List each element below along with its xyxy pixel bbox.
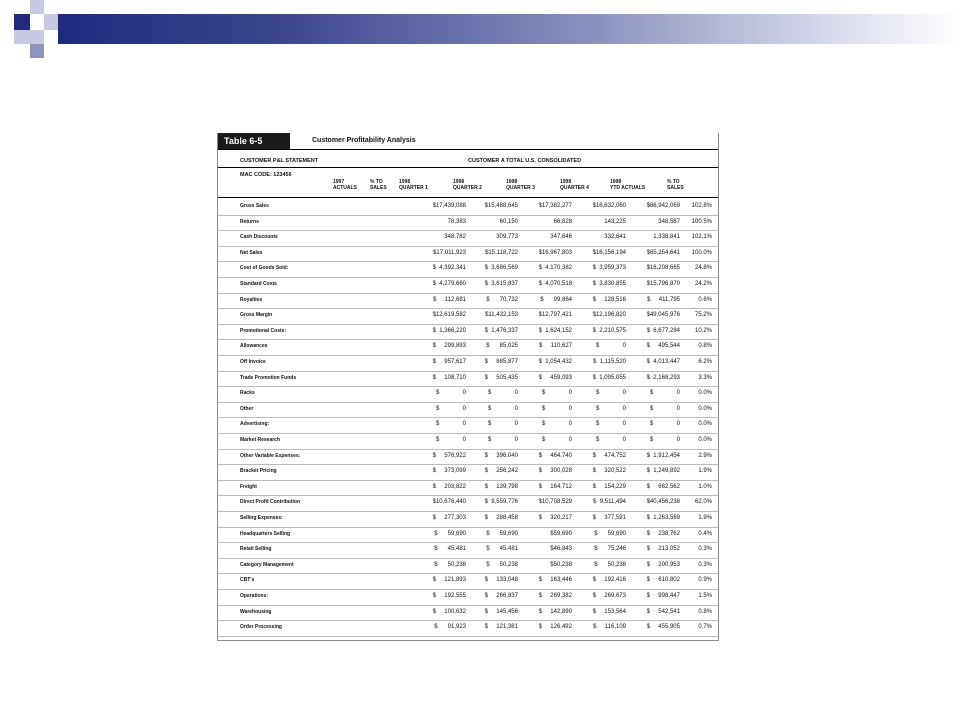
cell-ytd: $ 542,541 xyxy=(646,608,680,615)
cell-q3: $ 0 xyxy=(541,405,572,412)
cell-q1: $ 0 xyxy=(435,437,466,443)
cell-q3: $59,690 xyxy=(550,530,572,537)
cell-q1: $ 50,238 xyxy=(434,561,466,568)
row-label: Operations: xyxy=(240,593,269,599)
table-row xyxy=(218,371,718,388)
cell-q3: $ 0 xyxy=(541,421,572,428)
column-header-1997-actuals: 1997 ACTUALS xyxy=(333,179,357,191)
cell-q1: $10,676,440 xyxy=(432,499,466,506)
cell-q1: $ 957,617 xyxy=(432,359,466,365)
cell-q4: $ 320,522 xyxy=(592,468,626,475)
row-label: Selling Expenses: xyxy=(240,515,283,521)
cell-pct: 0.3% xyxy=(698,546,712,553)
header-square-light xyxy=(44,14,58,30)
row-label: Standard Costs xyxy=(240,281,277,287)
cell-q4: $12,196,820 xyxy=(592,312,626,319)
cell-q2: $ 0 xyxy=(487,390,518,397)
cell-q2: $15,488,645 xyxy=(484,203,518,209)
cell-q2: $ 396,040 xyxy=(484,452,518,459)
cell-q3: $17,382,277 xyxy=(538,203,572,209)
table-row xyxy=(218,480,718,497)
cell-ytd: 1,338,841 xyxy=(653,234,680,241)
cell-q3: $ 163,446 xyxy=(538,577,572,584)
cell-q3: $ 0 xyxy=(541,437,572,443)
row-label: Cash Discounts xyxy=(240,234,278,241)
column-header-ytd: 1998 YTD ACTUALS xyxy=(610,179,646,191)
row-label: CBT's xyxy=(240,577,255,584)
cell-pct: 0.0% xyxy=(698,390,712,397)
cell-pct: 1.9% xyxy=(698,515,712,521)
cell-q3: $46,843 xyxy=(550,546,572,553)
cell-ytd: $ 200,953 xyxy=(646,561,680,568)
table-row xyxy=(218,542,718,559)
table-title-row xyxy=(218,133,718,150)
cell-ytd: $ 2,168,293 xyxy=(646,374,680,381)
cell-pct: 1.9% xyxy=(698,468,712,475)
cell-q4: $ 128,518 xyxy=(592,296,626,303)
cell-ytd: $66,942,069 xyxy=(646,203,680,209)
cell-ytd: $ 0 xyxy=(649,421,680,428)
cell-q1: $ 4,279,660 xyxy=(432,281,466,287)
cell-q1: $ 108,710 xyxy=(432,374,466,381)
table-row xyxy=(218,449,718,466)
cell-pct: 102.1% xyxy=(691,234,712,241)
mac-code: MAC CODE: 123456 xyxy=(240,172,292,178)
cell-q1: $ 299,893 xyxy=(432,343,466,350)
cell-q1: 348,782 xyxy=(444,234,466,241)
cell-q1: $ 0 xyxy=(435,405,466,412)
table-row xyxy=(218,620,718,637)
header-square-light xyxy=(14,30,30,44)
cell-q1: $ 277,303 xyxy=(432,515,466,521)
cell-q4: $ 9,511,494 xyxy=(593,499,626,506)
cell-q3: $50,238 xyxy=(550,561,572,568)
cell-q2: $ 1,476,337 xyxy=(484,327,518,334)
cell-ytd: $ 4,013,447 xyxy=(646,359,680,365)
cell-q3: $ 269,382 xyxy=(538,593,572,599)
header-square-dark xyxy=(14,14,30,30)
cell-pct: 0.3% xyxy=(698,561,712,568)
cell-q4: $ 192,416 xyxy=(592,577,626,584)
row-label: Freight xyxy=(240,483,257,490)
cell-q3: $16,967,803 xyxy=(538,249,572,256)
cell-q4: $ 377,591 xyxy=(592,515,626,521)
cell-q4: $ 0 xyxy=(595,405,626,412)
cell-q1: $ 203,822 xyxy=(432,483,466,490)
cell-ytd: $ 662,562 xyxy=(646,483,680,490)
section-header-row xyxy=(218,155,718,168)
header-square-light xyxy=(30,0,44,14)
cell-q4: $ 154,229 xyxy=(592,483,626,490)
row-label: Allowances xyxy=(240,343,268,350)
cell-q3: $ 4,070,518 xyxy=(538,281,572,287)
cell-q2: $ 121,381 xyxy=(484,624,518,631)
cell-pct: 0.4% xyxy=(698,530,712,537)
table-row xyxy=(218,215,718,232)
cell-ytd: $15,796,870 xyxy=(646,281,680,287)
table-row xyxy=(218,339,718,356)
table-row xyxy=(218,261,718,278)
cell-q2: $ 85,025 xyxy=(486,343,518,350)
cell-q4: $16,632,060 xyxy=(592,203,626,209)
header-square-mid xyxy=(30,44,44,58)
cell-q2: $ 145,456 xyxy=(484,608,518,615)
table-row xyxy=(218,573,718,590)
cell-pct: 100.0% xyxy=(691,249,712,256)
table-row xyxy=(218,511,718,528)
cell-q4: 143,225 xyxy=(604,218,626,225)
cell-ytd: $ 0 xyxy=(649,437,680,443)
cell-ytd: $ 238,762 xyxy=(646,530,680,537)
column-header-q1: 1998 QUARTER 1 xyxy=(399,179,428,191)
cell-q3: $ 300,028 xyxy=(538,468,572,475)
cell-pct: 0.7% xyxy=(698,624,712,631)
table-row xyxy=(218,355,718,372)
cell-pct: 2.9% xyxy=(698,452,712,459)
cell-pct: 1.5% xyxy=(698,593,712,599)
cell-pct: 75.2% xyxy=(694,312,712,319)
cell-q2: $ 288,458 xyxy=(484,515,518,521)
row-label: Market Research xyxy=(240,437,281,443)
cell-q1: $ 112,681 xyxy=(433,296,466,303)
section-left-label: CUSTOMER P&L STATEMENT xyxy=(240,158,319,164)
cell-q2: $ 0 xyxy=(487,405,518,412)
cell-q3: $ 164,712 xyxy=(538,483,572,490)
cell-ytd: $ 998,447 xyxy=(646,593,680,599)
cell-pct: 0.8% xyxy=(698,608,712,615)
row-label: Royalties xyxy=(240,296,263,303)
cell-q2: $ 885,877 xyxy=(484,359,518,365)
cell-q3: $10,708,529 xyxy=(538,499,572,506)
table-row xyxy=(218,246,718,263)
cell-q2: $ 3,615,837 xyxy=(484,281,518,287)
cell-q1: $ 100,632 xyxy=(432,608,466,615)
cell-pct: 6.2% xyxy=(698,359,712,365)
cell-q2: 309,773 xyxy=(496,234,518,241)
column-header-q3: 1998 QUARTER 3 xyxy=(506,179,535,191)
table-row xyxy=(218,293,718,310)
cell-q4: $ 3,959,373 xyxy=(592,265,626,272)
cell-q3: $ 1,054,432 xyxy=(538,359,572,365)
cell-q3: 347,646 xyxy=(550,234,572,241)
cell-q2: $ 0 xyxy=(487,421,518,428)
cell-q2: $ 9,559,776 xyxy=(484,499,518,506)
column-header-pct-sales-1997: % TO SALES xyxy=(370,179,387,191)
cell-ytd: $ 0 xyxy=(649,390,680,397)
row-label: Racks xyxy=(240,390,255,397)
cell-q2: $ 3,686,569 xyxy=(484,265,518,272)
row-label: Gross Sales xyxy=(240,203,269,209)
cell-pct: 100.5% xyxy=(691,218,712,225)
cell-q2: $15,118,722 xyxy=(485,249,518,256)
cell-q3: $ 126,492 xyxy=(538,624,572,631)
table-number-label: Table 6-5 xyxy=(218,133,290,149)
column-header-pct-sales-1998: % TO SALES xyxy=(667,179,684,191)
cell-pct: 0.0% xyxy=(698,421,712,428)
cell-q1: $ 373,099 xyxy=(432,468,466,475)
row-label: Promotional Costs: xyxy=(240,327,287,334)
cell-q3: $ 99,864 xyxy=(540,296,572,303)
cell-q2: $ 70,732 xyxy=(486,296,518,303)
cell-q1: $ 192,555 xyxy=(432,593,466,599)
table-row xyxy=(218,230,718,247)
cell-q2: $ 266,837 xyxy=(484,593,518,599)
section-right-label: CUSTOMER A TOTAL U.S. CONSOLIDATED xyxy=(468,158,582,164)
cell-ytd: $ 213,052 xyxy=(646,546,680,553)
cell-q2: $ 133,048 xyxy=(484,577,518,584)
cell-ytd: $49,045,976 xyxy=(646,312,680,319)
table-row xyxy=(218,589,718,606)
cell-pct: 0.9% xyxy=(698,577,712,584)
customer-profitability-table xyxy=(217,133,719,641)
header-square-light xyxy=(30,30,44,44)
column-header-q2: 1998 QUARTER 2 xyxy=(453,179,482,191)
cell-q3: $ 0 xyxy=(541,390,572,397)
row-label: Trade Promotion Funds xyxy=(240,374,297,381)
table-row xyxy=(218,417,718,434)
cell-q1: 78,383 xyxy=(447,218,466,225)
cell-ytd: $ 6,677,284 xyxy=(646,327,680,334)
cell-pct: 3.3% xyxy=(698,374,712,381)
cell-q1: $17,011,923 xyxy=(433,249,466,256)
cell-q1: $ 576,922 xyxy=(432,452,466,459)
row-label: Category Management xyxy=(240,561,294,568)
row-label: Off Invoice xyxy=(240,359,266,365)
cell-q4: $ 269,673 xyxy=(592,593,626,599)
cell-q3: $ 320,217 xyxy=(538,515,572,521)
cell-pct: 0.8% xyxy=(698,343,712,350)
row-label: Direct Profit Contribution xyxy=(240,499,300,506)
cell-q1: $ 0 xyxy=(435,421,466,428)
row-label: Bracket Pricing xyxy=(240,468,277,475)
cell-q4: $ 474,752 xyxy=(592,452,626,459)
cell-ytd: $ 411,795 xyxy=(647,296,680,303)
cell-q4: $ 1,095,055 xyxy=(592,374,626,381)
cell-q4: $ 0 xyxy=(595,437,626,443)
cell-q1: $17,439,088 xyxy=(432,203,466,209)
cell-pct: 10.2% xyxy=(694,327,712,334)
row-label: Cost of Goods Sold: xyxy=(240,265,289,272)
cell-ytd: $40,456,238 xyxy=(646,499,680,506)
cell-ytd: $ 495,544 xyxy=(646,343,680,350)
cell-ytd: 348,587 xyxy=(658,218,680,225)
cell-pct: 0.6% xyxy=(698,296,712,303)
header-gradient-band xyxy=(58,14,960,44)
cell-ytd: $16,208,665 xyxy=(646,265,680,272)
cell-q1: $ 4,392,341 xyxy=(432,265,466,272)
row-label: Net Sales xyxy=(240,249,263,256)
cell-q1: $ 59,690 xyxy=(434,530,466,537)
cell-q3: $ 4,170,382 xyxy=(538,265,572,272)
cell-q1: $ 121,893 xyxy=(432,577,466,584)
cell-pct: 102.6% xyxy=(691,203,712,209)
cell-q4: $ 3,830,855 xyxy=(592,281,626,287)
cell-q4: 332,641 xyxy=(604,234,626,241)
cell-q1: $ 91,923 xyxy=(434,624,466,631)
cell-pct: 0.0% xyxy=(698,405,712,412)
cell-q4: $ 59,690 xyxy=(594,530,626,537)
row-label: Retail Selling xyxy=(240,546,272,553)
cell-q4: $16,156,194 xyxy=(592,249,626,256)
cell-ytd: $ 0 xyxy=(649,405,680,412)
cell-q2: $ 0 xyxy=(487,437,518,443)
cell-q3: 66,828 xyxy=(553,218,572,225)
row-label: Returns xyxy=(240,218,259,225)
cell-ytd: $65,254,641 xyxy=(646,249,680,256)
table-row xyxy=(218,277,718,294)
table-row xyxy=(218,308,718,325)
cell-q4: $ 0 xyxy=(595,343,626,350)
table-title: Customer Profitability Analysis xyxy=(312,137,416,144)
cell-q2: $ 139,798 xyxy=(484,483,518,490)
table-row xyxy=(218,402,718,419)
column-header-q4: 1998 QUARTER 4 xyxy=(560,179,589,191)
cell-q2: $ 256,242 xyxy=(484,468,518,475)
table-row xyxy=(218,199,718,216)
table-row xyxy=(218,527,718,544)
table-row xyxy=(218,495,718,512)
cell-ytd: $ 1,249,892 xyxy=(646,468,680,475)
table-row xyxy=(218,464,718,481)
cell-q3: $ 110,627 xyxy=(539,343,572,350)
cell-pct: 62.0% xyxy=(694,499,712,506)
cell-q2: $11,432,153 xyxy=(485,312,518,319)
cell-q1: $12,619,582 xyxy=(432,312,466,319)
cell-q1: $ 0 xyxy=(435,390,466,397)
cell-q4: $ 50,238 xyxy=(594,561,626,568)
cell-ytd: $ 455,905 xyxy=(646,624,680,631)
table-row xyxy=(218,558,718,575)
cell-q3: $12,797,421 xyxy=(538,312,572,319)
cell-ytd: $ 610,802 xyxy=(646,577,680,584)
table-row xyxy=(218,324,718,341)
cell-q3: $ 1,624,152 xyxy=(538,327,572,334)
table-row xyxy=(218,386,718,403)
cell-pct: 24.8% xyxy=(694,265,712,272)
cell-q4: $ 75,246 xyxy=(594,546,626,553)
row-label: Headquarters Selling xyxy=(240,530,291,537)
cell-q2: $ 45,481 xyxy=(486,546,518,553)
cell-q4: $ 1,115,520 xyxy=(593,359,626,365)
cell-q2: $ 505,435 xyxy=(484,374,518,381)
cell-pct: 24.2% xyxy=(694,281,712,287)
cell-q4: $ 153,564 xyxy=(592,608,626,615)
row-label: Order Processing xyxy=(240,624,282,631)
cell-q3: $ 459,093 xyxy=(538,374,572,381)
table-row xyxy=(218,433,718,450)
cell-q4: $ 0 xyxy=(595,390,626,397)
cell-q1: $ 1,366,220 xyxy=(432,327,466,334)
cell-q2: $ 50,238 xyxy=(486,561,518,568)
row-label: Other Variable Expenses: xyxy=(240,452,301,459)
cell-q4: $ 116,109 xyxy=(593,624,626,631)
row-label: Other xyxy=(240,405,254,412)
cell-q1: $ 45,481 xyxy=(434,546,466,553)
cell-q4: $ 0 xyxy=(595,421,626,428)
cell-q2: $ 59,690 xyxy=(486,530,518,537)
table-row xyxy=(218,605,718,622)
cell-ytd: $ 1,263,569 xyxy=(646,515,680,521)
cell-q3: $ 142,890 xyxy=(538,608,572,615)
cell-pct: 0.0% xyxy=(698,437,712,443)
cell-q2: 60,150 xyxy=(499,218,518,225)
cell-q3: $ 464,740 xyxy=(538,452,572,459)
cell-ytd: $ 1,912,454 xyxy=(646,452,680,459)
cell-pct: 1.0% xyxy=(698,483,712,490)
row-label: Advertising: xyxy=(240,421,270,428)
header-divider xyxy=(218,197,718,198)
cell-q4: $ 2,210,575 xyxy=(592,327,626,334)
row-label: Gross Margin xyxy=(240,312,273,319)
row-label: Warehousing xyxy=(240,608,272,615)
